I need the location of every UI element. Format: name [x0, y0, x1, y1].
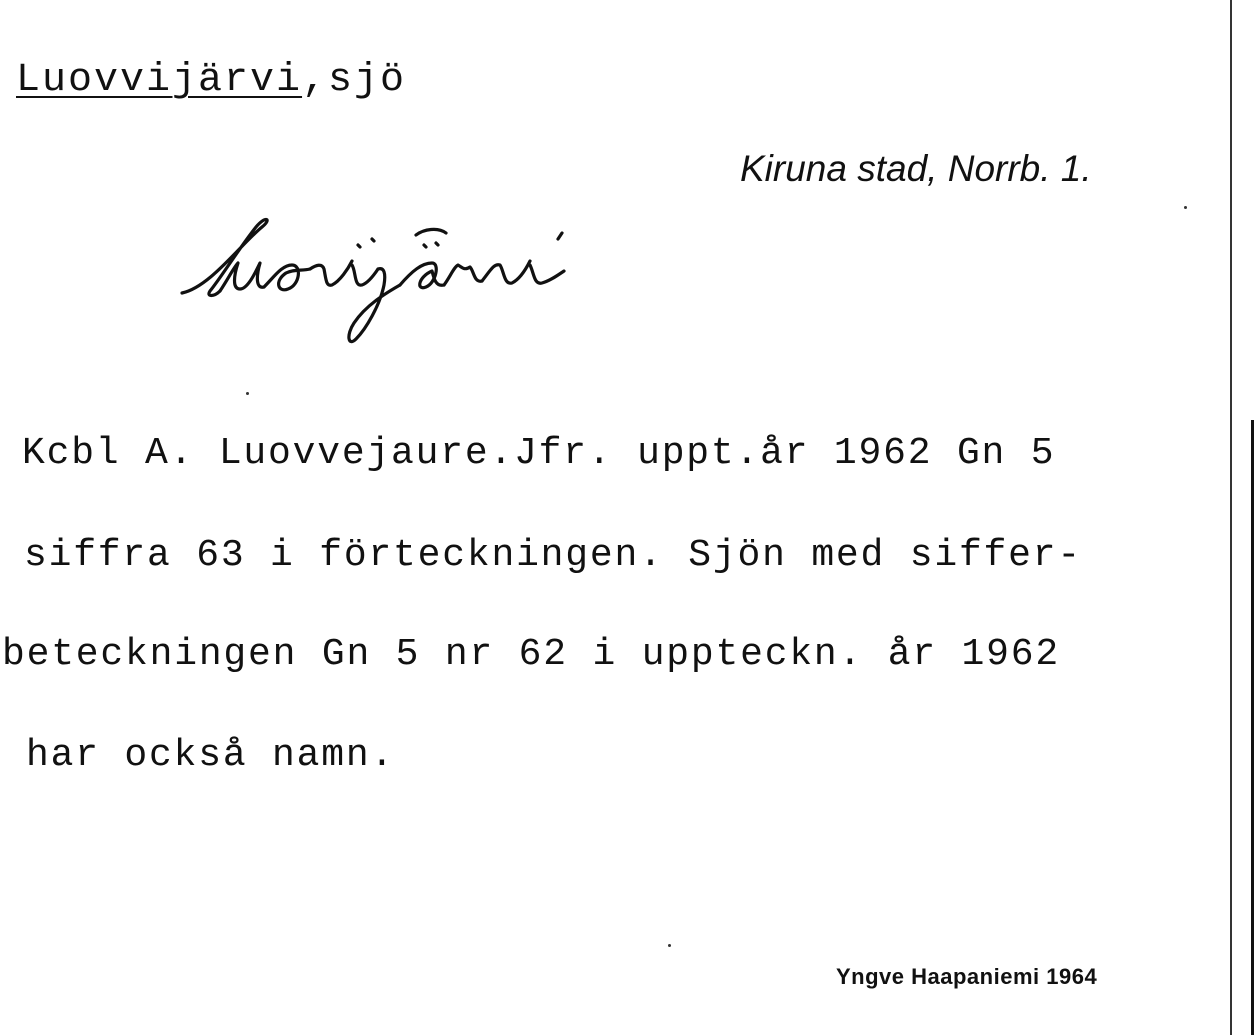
body-line-3: beteckningen Gn 5 nr 62 i uppteckn. år 1962 — [2, 633, 1060, 676]
body-line-2: siffra 63 i förteckningen. Sjön med siffer- — [24, 534, 1082, 577]
ink-speck — [668, 944, 671, 947]
handwritten-name — [170, 205, 710, 350]
location-label: Kiruna stad, Norrb. 1. — [740, 148, 1092, 189]
card-edge-shadow — [1251, 420, 1254, 1035]
recorder-signature: Yngve Haapaniemi 1964 — [836, 964, 1098, 989]
place-name: Luovvijärvi — [16, 58, 303, 103]
entry-heading — [16, 58, 406, 103]
ink-speck — [246, 392, 249, 395]
body-line-1: Kcbl A. Luovvejaure.Jfr. uppt.år 1962 Gn 5 — [22, 432, 1056, 475]
card-edge-line — [1230, 0, 1232, 1035]
body-line-4: har också namn. — [26, 734, 396, 777]
ink-speck — [1184, 206, 1187, 209]
place-type: ,sjö — [302, 58, 407, 103]
